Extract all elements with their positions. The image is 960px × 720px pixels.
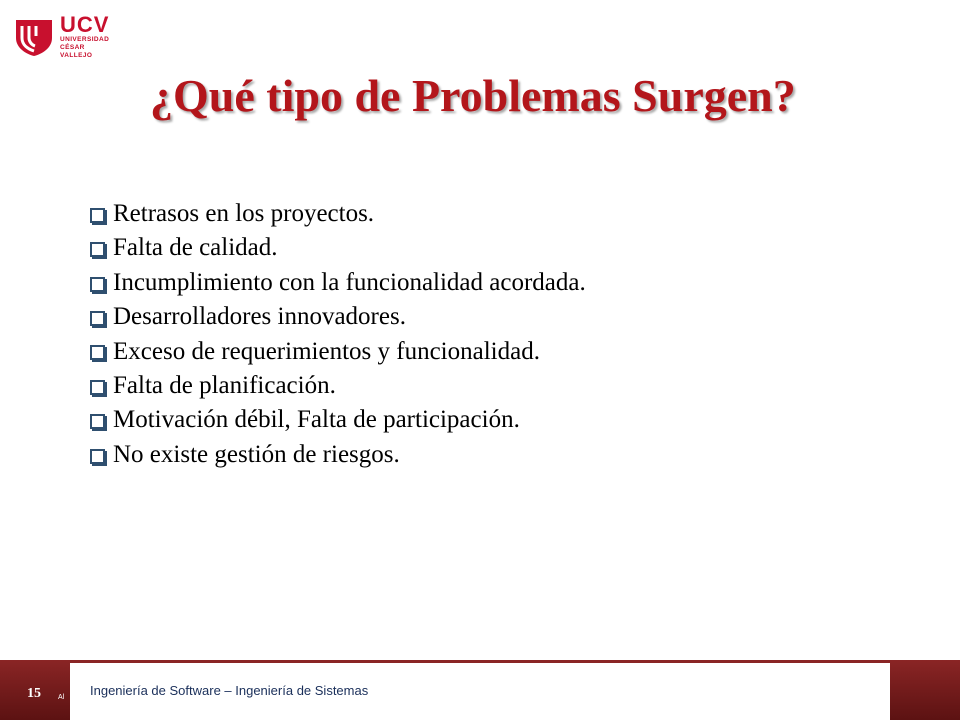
ucv-shield-icon (14, 16, 54, 56)
page-number: 15 (27, 686, 41, 701)
logo-line1: UNIVERSIDAD (60, 36, 110, 43)
list-item (90, 438, 586, 472)
list-item (90, 403, 586, 437)
list-item-text: Exceso de requerimientos y funcionalidad. (113, 337, 540, 365)
checkbox-square-icon (90, 380, 105, 395)
checkbox-square-icon (90, 345, 105, 360)
list-item-text: Retrasos en los proyectos. (113, 200, 375, 227)
list-item (90, 266, 586, 300)
footer-right-bar (890, 660, 960, 720)
logo-text (60, 14, 114, 60)
list-item-text: Motivación débil, Falta de participación. (113, 406, 520, 434)
logo-line2: CÉSAR VALLEJO (60, 44, 93, 59)
checkbox-square-icon (90, 208, 105, 223)
checkbox-square-icon (90, 242, 105, 257)
checkbox-square-icon (90, 311, 105, 326)
list-item (90, 231, 586, 265)
footer-tiny-text: Al (58, 694, 65, 701)
university-logo (14, 14, 114, 60)
problems-list (90, 197, 586, 472)
list-item (90, 335, 586, 369)
list-item-text: Falta de calidad. (113, 234, 278, 262)
checkbox-square-icon (90, 414, 105, 429)
list-item-text: Desarrolladores innovadores. (113, 303, 406, 331)
list-item (90, 369, 586, 403)
slide-title: ¿Qué tipo de Problemas Surgen? (150, 70, 796, 121)
list-item-text: Incumplimiento con la funcionalidad acordada. (113, 268, 586, 296)
footer-divider (0, 660, 960, 663)
list-item-text: No existe gestión de riesgos. (113, 440, 400, 468)
checkbox-square-icon (90, 277, 105, 292)
logo-acronym: UCV (60, 12, 110, 37)
list-item (90, 300, 586, 334)
checkbox-square-icon (90, 449, 105, 464)
list-item (90, 197, 586, 231)
list-item-text: Falta de planificación. (113, 372, 336, 400)
footer-course-text: Ingeniería de Software – Ingeniería de Sistemas (90, 683, 369, 698)
